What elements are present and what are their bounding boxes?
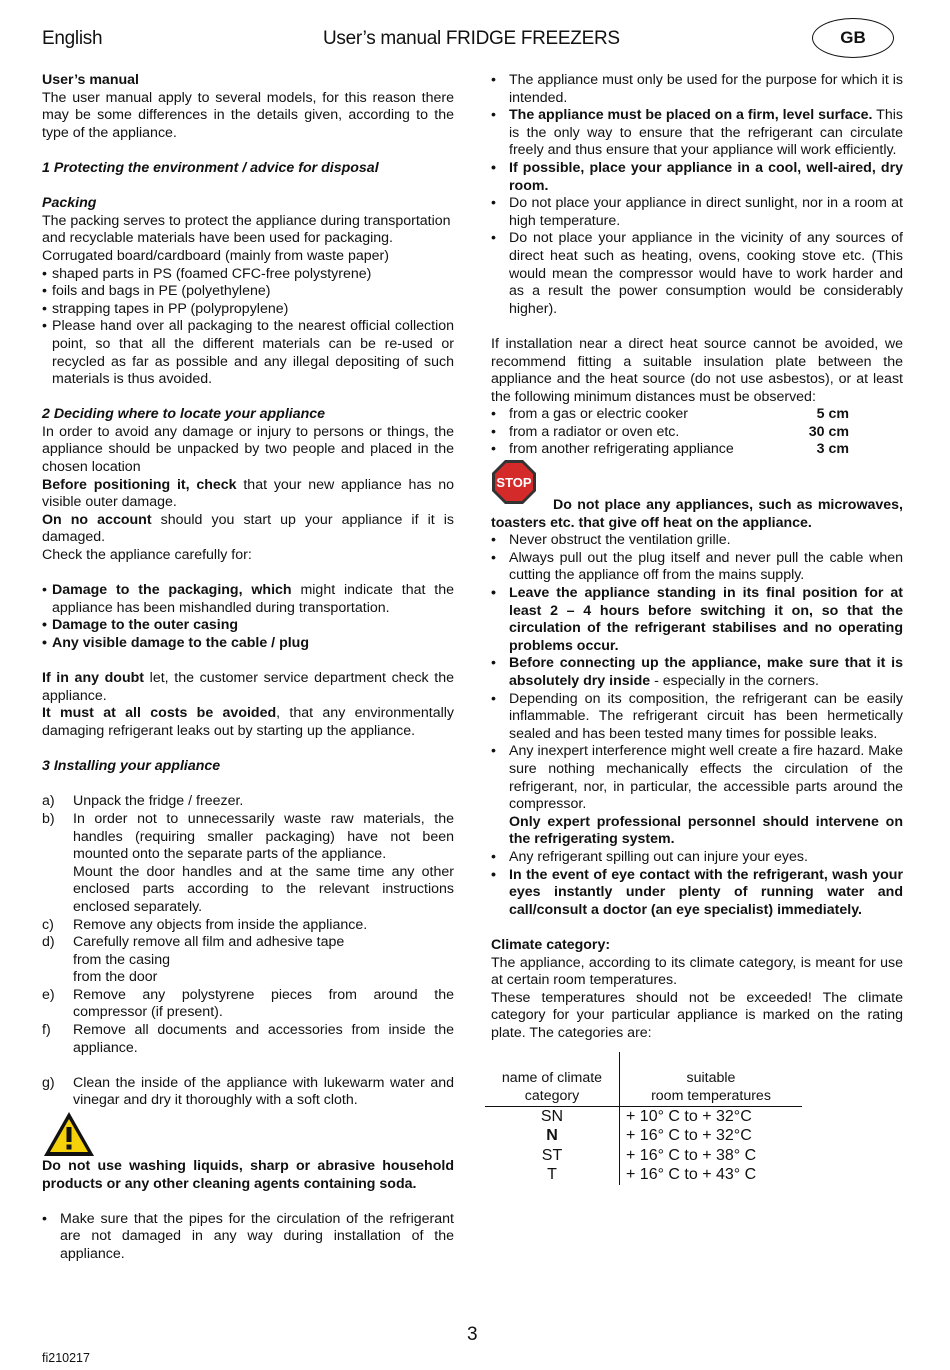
list-item <box>491 424 903 442</box>
list-item: • Always pull out the plug itself and never pull the cable when cutting the appliance off from the mains supply. <box>491 550 903 585</box>
climate-text-2: These temperatures should not be exceeded! The climate category for your particular appliance is marked on the rating plate. The categories are: <box>491 989 903 1041</box>
header-line: suitable <box>686 1070 736 1087</box>
intro-text: The user manual apply to several models, for this reason there may be some differences in the details given, according to the type of the appliance. <box>42 89 454 141</box>
step-text: Clean the inside of the appliance with lukewarm water and vinegar and dry it thoroughly with a soft cloth. <box>73 1074 454 1109</box>
step-text: Remove any objects from inside the appliance. <box>73 916 368 933</box>
distance-value: 3 cm <box>816 441 849 458</box>
header-line: name of climate <box>501 1070 603 1087</box>
damage-list <box>42 582 454 652</box>
step-text: Remove all documents and accessories from inside the appliance. <box>73 1022 454 1056</box>
damage-1-rest: might indicate that the appliance has been mishandled during transportation. <box>52 582 455 616</box>
list-item <box>42 1075 454 1110</box>
doubt-rest: let, the customer service department check the appliance. <box>42 670 455 704</box>
header-title: User’s manual FRIDGE FREEZERS <box>323 28 620 49</box>
page-number: 3 <box>467 1324 478 1345</box>
range-cell: + 16° C to + 32°C <box>620 1126 803 1146</box>
table-header-category <box>485 1052 620 1106</box>
list-item: • foils and bags in PE (polyethylene) <box>42 283 454 301</box>
climate-table <box>485 1052 802 1184</box>
doubt-bold: If in any doubt <box>42 670 145 687</box>
damage-1-bold: Damage to the packaging, which <box>52 582 292 599</box>
section-2-heading: 2 Deciding where to locate your appliance <box>42 406 326 423</box>
doubt-paragraph <box>42 670 454 705</box>
avoid-rest: , that any environmentally damaging refrigerant leaks out by starting up the appliance. <box>42 705 454 739</box>
b2-rest: This is the only way to ensure that the refrigerant can circulate freely and thus ensure that your appliance will work efficiently. <box>509 107 903 159</box>
intro-heading: User’s manual <box>42 72 139 88</box>
list-item <box>42 987 454 1022</box>
stop-warning <box>491 467 903 532</box>
caution-list <box>491 532 903 919</box>
step-letter: d) <box>42 934 55 951</box>
list-item: • strapping tapes in PP (polypropylene) <box>42 301 454 319</box>
stop-label: STOP <box>496 475 532 491</box>
step-text: Remove any polystyrene pieces from around the compressor (if present). <box>73 986 454 1021</box>
range-cell: + 16° C to + 38° C <box>620 1146 803 1166</box>
left-column <box>42 72 454 1264</box>
category-cell: T <box>547 1166 557 1184</box>
header-line: room temperatures <box>651 1088 771 1105</box>
table-row <box>485 1126 802 1146</box>
install-text: If installation near a direct heat source cannot be avoided, we recommend fitting a suitable insulation plate between the appliance and the heat source (do not use asbestos), or at least the following minimum distances must be observed: <box>491 335 903 405</box>
placement-list <box>491 72 903 318</box>
step-text: from the casing <box>73 951 170 968</box>
list-item <box>42 793 454 811</box>
c6-bold: Only expert professional personnel should intervene on the refrigerating system. <box>509 813 903 848</box>
country-badge: GB <box>812 18 894 58</box>
check-for: Check the appliance carefully for: <box>42 547 252 564</box>
list-item: • Leave the appliance standing in its final position for at least 2 – 4 hours before switching it on, so that the circulation of the refrigerant stabilises and no operating problems occur. <box>491 585 903 655</box>
distance-value: 30 cm <box>808 423 849 440</box>
section-2-text: In order to avoid any damage or injury to persons or things, the appliance should be unpacked by two people and placed in the chosen location <box>42 423 454 476</box>
list-item <box>42 934 454 987</box>
check-bold: Before positioning it, check <box>42 476 237 493</box>
list-item <box>42 917 454 935</box>
list-item: • If possible, place your appliance in a cool, well-aired, dry room. <box>491 160 903 195</box>
warning-text: Do not use washing liquids, sharp or abrasive household products or any other cleaning agents containing soda. <box>42 1158 454 1192</box>
step-text: Carefully remove all film and adhesive tape <box>73 934 345 951</box>
list-item: • Do not place your appliance in direct sunlight, nor in a room at high temperature. <box>491 195 903 230</box>
distance-label: • from a gas or electric cooker <box>509 406 688 423</box>
table-row <box>485 1146 802 1166</box>
step-letter: g) <box>42 1074 55 1091</box>
step-text: from the door <box>73 969 158 986</box>
step-letter: f) <box>42 1022 51 1039</box>
category-cell: N <box>546 1127 558 1145</box>
list-item: • Never obstruct the ventilation grille. <box>491 532 903 550</box>
step-text: Mount the door handles and at the same time any other enclosed parts according to the relevant instructions enclosed separately. <box>73 863 454 915</box>
list-item <box>42 582 454 617</box>
list-item <box>42 811 454 917</box>
list-item <box>42 1022 454 1057</box>
account-bold: On no account <box>42 511 152 528</box>
section-3-heading: 3 Installing your appliance <box>42 758 221 775</box>
pipes-list <box>42 1211 454 1264</box>
list-item: • Make sure that the pipes for the circulation of the refrigerant are not damaged in any way during installation of the appliance. <box>42 1211 454 1264</box>
install-steps <box>42 793 454 1110</box>
climate-heading: Climate category: <box>491 936 611 953</box>
list-item: • In the event of eye contact with the refrigerant, wash your eyes instantly under plenty of running water and call/consult a doctor (an eye specialist) immediately. <box>491 867 903 920</box>
step-letter: b) <box>42 810 55 827</box>
range-cell: + 16° C to + 43° C <box>620 1165 803 1185</box>
c6-text: Any inexpert interference might well create a fire hazard. Make sure nothing mechanically effects the circulation of the refrigerant, nor, in particular, the accessible parts around the compressor. <box>509 743 903 813</box>
list-item: • Any visible damage to the cable / plug <box>42 635 454 653</box>
list-item: • shaped parts in PS (foamed CFC-free polystyrene) <box>42 266 454 284</box>
stop-text: Do not place any appliances, such as microwaves, toasters etc. that give off heat on the appliance. <box>491 497 903 531</box>
step-text: Unpack the fridge / freezer. <box>73 793 244 810</box>
packing-list <box>42 266 454 389</box>
account-rest: should you start up your appliance if it is damaged. <box>42 511 454 546</box>
packing-heading: Packing <box>42 195 97 212</box>
packing-board: Corrugated board/cardboard (mainly from waste paper) <box>42 247 389 264</box>
step-letter: a) <box>42 793 55 810</box>
section-1-heading: 1 Protecting the environment / advice for disposal <box>42 159 379 176</box>
packing-text: The packing serves to protect the appliance during transportation and recyclable materials have been used for packaging. <box>42 212 451 247</box>
list-item <box>491 441 903 459</box>
list-item: • Any refrigerant spilling out can injure your eyes. <box>491 849 903 867</box>
avoid-bold: It must at all costs be avoided <box>42 705 277 722</box>
b2-bold: The appliance must be placed on a firm, level surface. <box>509 107 873 124</box>
account-paragraph <box>42 512 454 547</box>
list-item <box>491 107 903 160</box>
stop-sign-icon <box>491 459 537 505</box>
list-item <box>491 406 903 424</box>
list-item: • Please hand over all packaging to the nearest official collection point, so that all the different materials can be re-used or recycled as far as possible and any illegal depositing of such materials is thus avoided. <box>42 318 454 388</box>
category-cell: ST <box>541 1146 563 1164</box>
table-header-temperatures <box>620 1052 803 1106</box>
check-rest: that your new appliance has no visible outer damage. <box>42 476 454 511</box>
list-item: • Depending on its composition, the refrigerant can be easily inflammable. The refrigerant circuit has been hermetically sealed and has been tested many times for possible leaks. <box>491 691 903 744</box>
table-row <box>485 1106 802 1126</box>
distance-label: • from a radiator or oven etc. <box>509 423 680 440</box>
step-letter: c) <box>42 916 54 933</box>
distance-list <box>491 406 903 459</box>
check-paragraph <box>42 477 454 512</box>
step-letter: e) <box>42 986 55 1003</box>
document-code: fi210217 <box>42 1351 90 1365</box>
header-language: English <box>42 28 103 49</box>
right-column <box>491 72 903 1185</box>
step-text: In order not to unnecessarily waste raw materials, the handles (requiring smaller packaging) have not been mounted onto the separate parts of the appliance. <box>73 810 454 863</box>
range-cell: + 10° C to + 32°C <box>620 1106 803 1126</box>
distance-label: • from another refrigerating appliance <box>509 441 734 458</box>
warning-triangle-icon <box>42 1110 96 1158</box>
avoid-paragraph <box>42 705 454 740</box>
climate-text-1: The appliance, according to its climate category, is meant for use at certain room temperatures. <box>491 954 903 989</box>
list-item: • The appliance must only be used for the purpose for which it is intended. <box>491 72 903 107</box>
list-item <box>491 655 903 690</box>
c4-rest: - especially in the corners. <box>650 673 819 689</box>
category-cell: SN <box>540 1107 564 1125</box>
list-item <box>491 743 903 849</box>
table-row <box>485 1165 802 1185</box>
list-item: • Do not place your appliance in the vicinity of any sources of direct heat such as heating, ovens, cooking stove etc. (This would mean the compressor would have to work harder and as a result the power consumption would be considerably higher). <box>491 230 903 318</box>
c4-bold: Before connecting up the appliance, make sure that it is absolutely dry inside <box>509 655 903 689</box>
list-item: • Damage to the outer casing <box>42 617 454 635</box>
header-line: category <box>524 1088 580 1105</box>
distance-value: 5 cm <box>816 406 849 423</box>
